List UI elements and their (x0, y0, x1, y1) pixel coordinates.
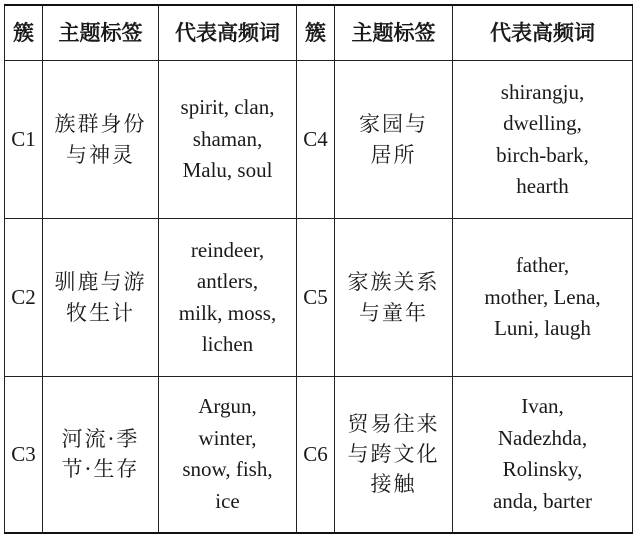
frequent-words: shirangju, dwelling, birch-bark, hearth (453, 61, 633, 219)
cluster-topic-table (4, 4, 633, 534)
frequent-words: Ivan, Nadezhda, Rolinsky, anda, barter (453, 377, 633, 533)
topic-label: 驯鹿与游 牧生计 (43, 219, 159, 377)
topic-label: 河流·季 节·生存 (43, 377, 159, 533)
header-cluster: 簇 (5, 5, 43, 61)
cluster-id: C2 (5, 219, 43, 377)
cluster-id: C3 (5, 377, 43, 533)
header-topic-label: 主题标签 (43, 5, 159, 61)
frequent-words: Argun, winter, snow, fish, ice (159, 377, 297, 533)
table-row (5, 377, 633, 533)
cluster-id: C1 (5, 61, 43, 219)
topic-label: 贸易往来 与跨文化 接触 (335, 377, 453, 533)
frequent-words: reindeer, antlers, milk, moss, lichen (159, 219, 297, 377)
cluster-id: C5 (297, 219, 335, 377)
header-row (5, 5, 633, 61)
header-topic-label: 主题标签 (335, 5, 453, 61)
frequent-words: father, mother, Lena, Luni, laugh (453, 219, 633, 377)
header-cluster: 簇 (297, 5, 335, 61)
table-row (5, 61, 633, 219)
frequent-words: spirit, clan, shaman, Malu, soul (159, 61, 297, 219)
table-row (5, 219, 633, 377)
topic-label: 族群身份 与神灵 (43, 61, 159, 219)
topic-label: 家族关系 与童年 (335, 219, 453, 377)
header-frequent-words: 代表高频词 (159, 5, 297, 61)
cluster-id: C6 (297, 377, 335, 533)
cluster-id: C4 (297, 61, 335, 219)
header-frequent-words: 代表高频词 (453, 5, 633, 61)
topic-label: 家园与 居所 (335, 61, 453, 219)
